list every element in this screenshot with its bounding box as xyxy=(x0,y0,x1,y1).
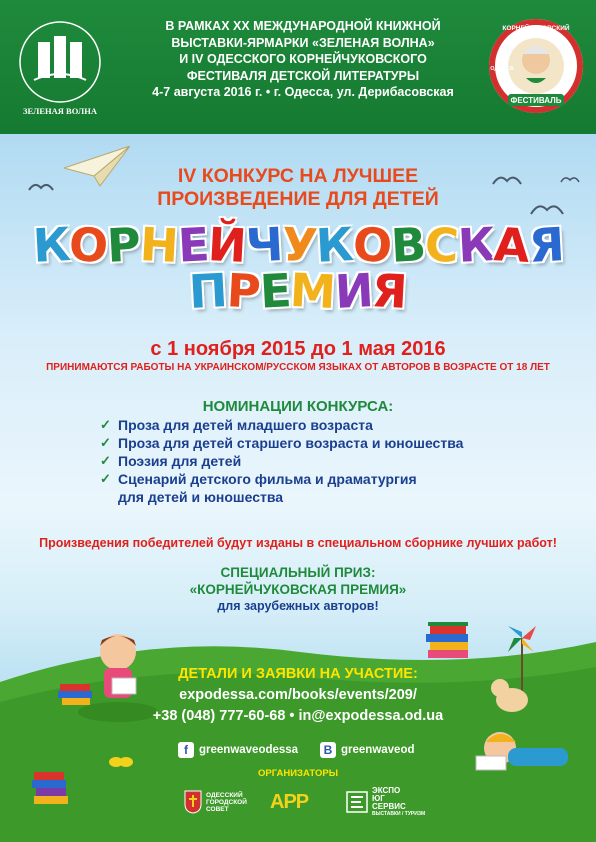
check-icon: ✓ xyxy=(100,435,111,450)
accept-note: ПРИНИМАЮТСЯ РАБОТЫ НА УКРАИНСКОМ/РУССКОМ ЯЗЫКАХ ОТ АВТОРОВ В ВОЗРАСТЕ ОТ 18 ЛЕТ xyxy=(46,362,550,373)
title-letter: А xyxy=(492,217,531,273)
title-letter: О xyxy=(351,217,393,273)
check-icon: ✓ xyxy=(100,471,111,486)
contacts xyxy=(0,666,596,724)
title-letter: Я xyxy=(527,217,565,273)
logo-right-top: КОРНЕЙЧУКОВСКИЙ xyxy=(502,25,570,32)
org1-line: ГОРОДСКОЙ xyxy=(206,798,247,806)
header-line: В РАМКАХ XX МЕЖДУНАРОДНОЙ КНИЖНОЙ xyxy=(165,19,441,33)
special-heading: СПЕЦИАЛЬНЫЙ ПРИЗ: xyxy=(220,565,376,580)
org3-line: СЕРВИС xyxy=(372,802,406,811)
title-letter: П xyxy=(187,263,229,319)
facebook-icon: f xyxy=(178,742,194,758)
special-audience: для зарубежных авторов! xyxy=(217,599,379,613)
contest-title xyxy=(0,165,596,211)
expo-logo-icon xyxy=(346,791,368,813)
vk-icon: B xyxy=(320,742,336,758)
header-line: ВЫСТАВКИ-ЯРМАРКИ «ЗЕЛЕНАЯ ВОЛНА» xyxy=(171,35,435,50)
organizer-city-council xyxy=(184,782,247,822)
header-line: И IV ОДЕССКОГО КОРНЕЙЧУКОВСКОГО xyxy=(179,52,427,66)
organizer-arr xyxy=(270,782,308,822)
logo-right-bottom: ФЕСТИВАЛЬ xyxy=(510,96,562,105)
logo-right-left: ОДЕССА xyxy=(490,66,514,72)
nomination-label: Поэзия для детей xyxy=(118,453,242,469)
title-letter: К xyxy=(456,217,496,273)
submission-dates: с 1 ноября 2015 до 1 мая 2016 xyxy=(150,338,446,360)
contacts-heading: ДЕТАЛИ И ЗАЯВКИ НА УЧАСТИЕ: xyxy=(178,666,418,682)
nominations-heading: НОМИНАЦИИ КОНКУРСА: xyxy=(202,398,394,415)
organizer-expo-yug-service xyxy=(346,782,425,822)
vk-link[interactable] xyxy=(320,742,415,758)
org1-line: ОДЕССКИЙ xyxy=(206,791,243,799)
header-line: ФЕСТИВАЛЯ ДЕТСКОЙ ЛИТЕРАТУРЫ xyxy=(186,68,420,83)
org3-line: ЮГ xyxy=(372,794,385,803)
list-item xyxy=(100,416,520,434)
title-letter: И xyxy=(333,263,374,319)
website-link[interactable]: expodessa.com/books/events/209/ xyxy=(179,687,417,703)
title-letter: М xyxy=(288,262,337,320)
arr-logo: АРР xyxy=(270,790,309,813)
title-letter: Ч xyxy=(244,217,284,273)
special-prize xyxy=(0,564,596,615)
title-letter: К xyxy=(314,217,355,273)
title-letter: Е xyxy=(258,263,292,319)
list-item xyxy=(100,434,520,452)
list-item xyxy=(100,470,520,506)
org3-line: ВЫСТАВКИ / ТУРИЗМ xyxy=(372,811,426,817)
logo-right-right: 2016 xyxy=(563,66,577,72)
title-letter: Й xyxy=(206,217,247,273)
nomination-label-cont: для детей и юношества xyxy=(118,489,284,505)
organizers-heading: ОРГАНИЗАТОРЫ xyxy=(258,768,338,779)
title-letter: К xyxy=(31,217,71,273)
contest-title-line: IV КОНКУРС НА ЛУЧШЕЕ xyxy=(177,165,419,187)
title-letter: О xyxy=(67,217,109,273)
green-wave-logo xyxy=(14,18,106,118)
facebook-handle: greenwaveodessa xyxy=(199,744,299,756)
chukovsky-festival-logo xyxy=(486,16,586,116)
special-name: «КОРНЕЙЧУКОВСКАЯ ПРЕМИЯ» xyxy=(189,582,407,597)
coat-of-arms-icon xyxy=(184,790,202,814)
org1-line: СОВЕТ xyxy=(206,805,229,813)
winners-note: Произведения победителей будут изданы в специальном сборнике лучших работ! xyxy=(39,536,557,550)
check-icon: ✓ xyxy=(100,453,111,468)
big-title-word2 xyxy=(0,264,596,318)
title-letter: Е xyxy=(176,217,210,273)
nomination-label: Проза для детей старшего возраста и юношества xyxy=(118,435,464,451)
vk-handle: greenwaveod xyxy=(341,744,415,756)
contest-title-line: ПРОИЗВЕДЕНИЕ ДЛЯ ДЕТЕЙ xyxy=(157,188,439,210)
title-letter: Р xyxy=(105,217,142,273)
header-text xyxy=(120,18,486,101)
nominations-list xyxy=(100,416,520,506)
header-band xyxy=(0,0,596,134)
header-line: 4-7 августа 2016 г. • г. Одесса, ул. Дерибасовская xyxy=(152,85,454,99)
title-letter: В xyxy=(389,217,427,273)
title-letter: Н xyxy=(138,217,179,273)
title-letter: Р xyxy=(225,263,261,319)
check-icon: ✓ xyxy=(100,417,111,432)
book-stack-right xyxy=(426,622,468,658)
org3-line: ЭКСПО xyxy=(372,786,401,795)
nomination-label: Проза для детей младшего возраста xyxy=(118,417,373,433)
facebook-link[interactable] xyxy=(178,742,298,758)
title-letter: С xyxy=(423,217,460,273)
list-item xyxy=(100,452,520,470)
title-letter: Я xyxy=(370,263,409,319)
logo-left-caption: ЗЕЛЕНАЯ ВОЛНА xyxy=(22,106,98,116)
title-letter: У xyxy=(280,217,318,273)
nomination-label: Сценарий детского фильма и драматургия xyxy=(118,471,417,487)
phone-email[interactable]: +38 (048) 777-60-68 • in@expodessa.od.ua xyxy=(152,708,444,724)
